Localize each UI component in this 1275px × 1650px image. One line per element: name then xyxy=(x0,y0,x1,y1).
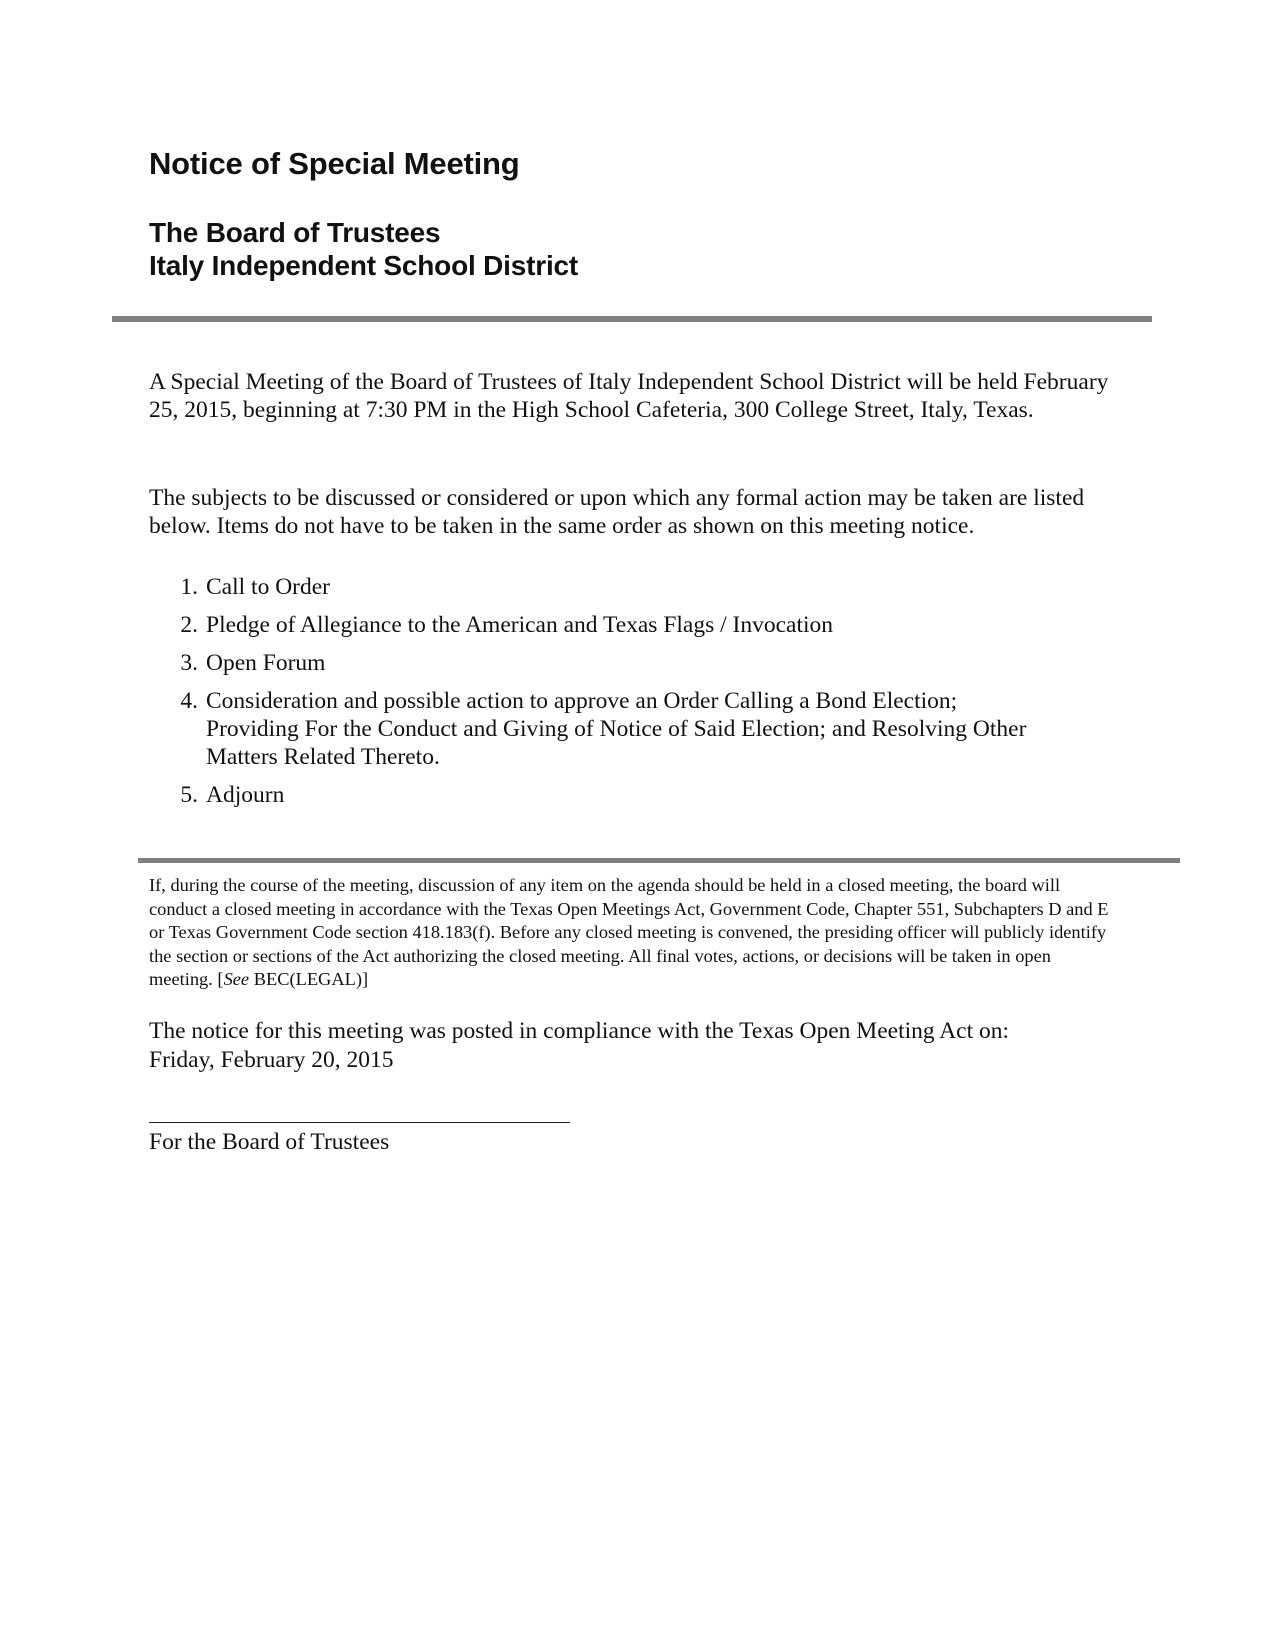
agenda-item xyxy=(149,573,1049,601)
agenda-item xyxy=(149,687,1049,771)
bottom-divider xyxy=(138,858,1180,863)
agenda-item-number: 1. xyxy=(180,574,198,600)
agenda-item-text: Open Forum xyxy=(206,650,326,676)
agenda-item-number: 5. xyxy=(180,782,198,808)
signature-line xyxy=(149,1122,570,1123)
closed-meeting-reference: BEC(LEGAL)] xyxy=(249,969,369,989)
agenda-item-number: 3. xyxy=(180,650,198,676)
agenda-list xyxy=(149,573,1049,819)
closed-meeting-text: If, during the course of the meeting, discussion of any item on the agenda should be held in a closed meeting, the board will conduct a closed meeting in accordance with the Texas Open Meetings Act, Government Code, Chapter 551, Subchapters D and E or Texas Government Code section 418.183(f). Before any closed meeting is convened, the presiding officer will publicly identify the section or sections of the Act authorizing the closed meeting. All final votes, actions, or decisions will be taken in open meeting. [ xyxy=(149,875,1109,989)
closed-meeting-notice xyxy=(149,874,1119,992)
posting-date: Friday, February 20, 2015 xyxy=(149,1047,394,1073)
organization-line-district: Italy Independent School District xyxy=(149,250,579,281)
posting-statement xyxy=(149,1017,1149,1075)
meeting-announcement: A Special Meeting of the Board of Trustees of Italy Independent School District will be held February 25, 2015, beginning at 7:30 PM in the High School Cafeteria, 300 College Street, Italy, Texas. xyxy=(149,369,1109,423)
closed-meeting-see: See xyxy=(223,969,250,989)
agenda-item xyxy=(149,649,1049,677)
agenda-item xyxy=(149,781,1049,809)
agenda-item-number: 2. xyxy=(180,612,198,638)
page-title: Notice of Special Meeting xyxy=(149,146,520,181)
signature-label: For the Board of Trustees xyxy=(149,1129,390,1155)
organization-line-board: The Board of Trustees xyxy=(149,217,441,248)
agenda-item-number: 4. xyxy=(180,688,198,714)
top-divider xyxy=(112,316,1152,322)
posting-statement-text: The notice for this meeting was posted in compliance with the Texas Open Meeting Act on: xyxy=(149,1018,1010,1044)
agenda-item-text: Adjourn xyxy=(206,782,285,808)
agenda-item-text: Call to Order xyxy=(206,574,330,600)
agenda-item-text: Consideration and possible action to approve an Order Calling a Bond Election; Providing For the Conduct and Giving of Notice of Said Election; and Resolving Other Matters Related Thereto. xyxy=(206,688,1027,770)
subjects-statement: The subjects to be discussed or considered or upon which any formal action may be taken are listed below. Items do not have to be taken in the same order as shown on this meeting notice. xyxy=(149,485,1085,539)
organization-heading xyxy=(149,216,578,282)
agenda-item-text: Pledge of Allegiance to the American and Texas Flags / Invocation xyxy=(206,612,834,638)
agenda-item xyxy=(149,611,1049,639)
